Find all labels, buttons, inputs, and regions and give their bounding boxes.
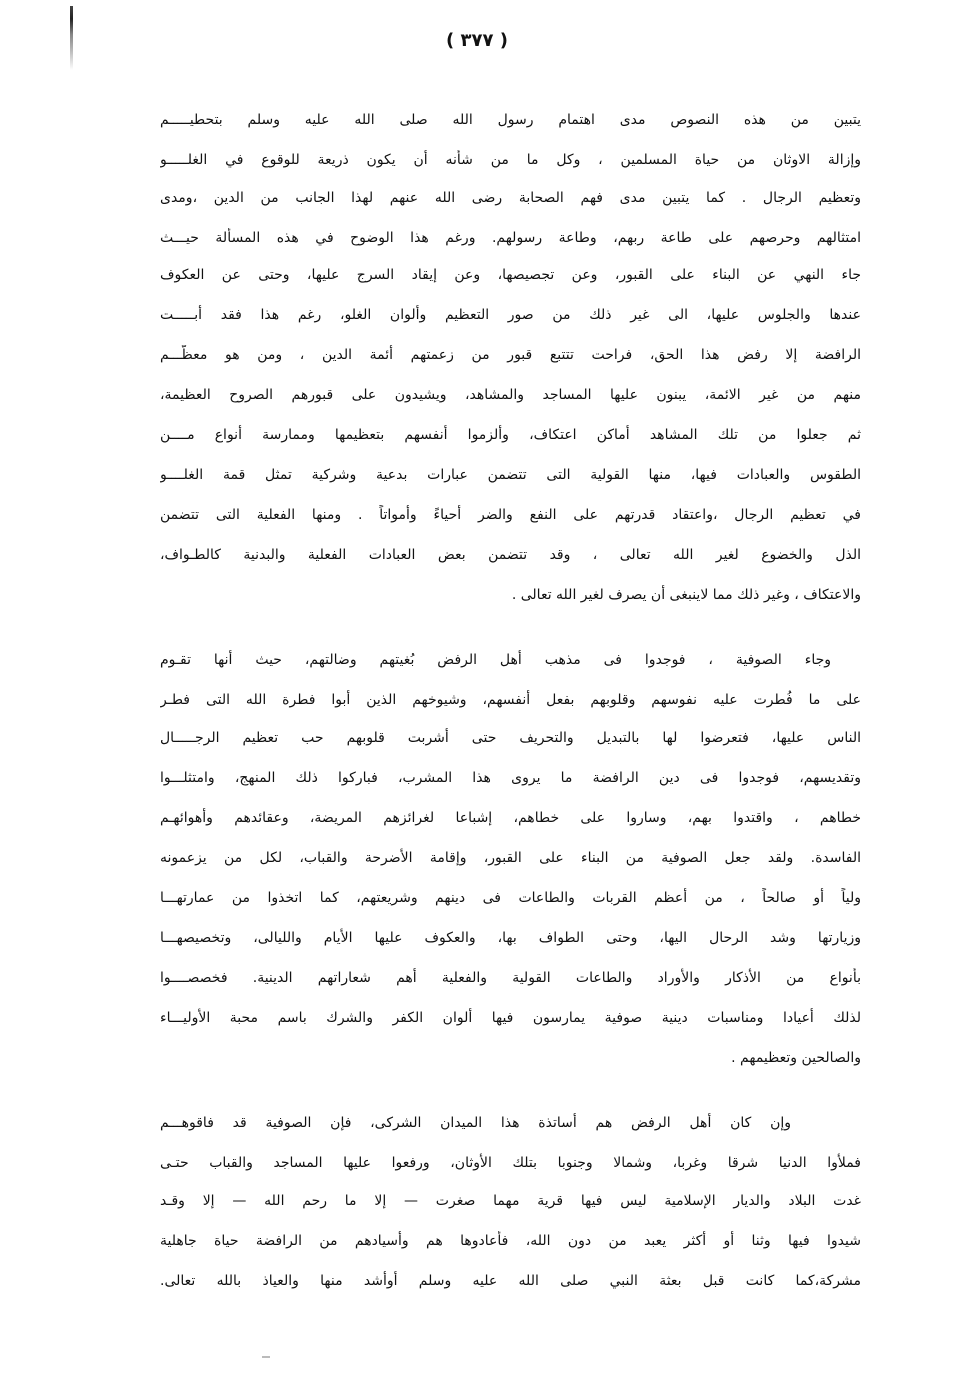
text-line: الرافضة إلا رفض هذا الحق، فراحت تتتبع قبور من زعمتهم أئمة الدين ، ومن هو معظّـــم — [160, 347, 861, 363]
page-number: ( ٣٧٧ ) — [446, 30, 508, 51]
text-line: والاعتكاف ، وغير ذلك مما لاينبغى أن يصرف لغير الله تعالى . — [511, 587, 861, 603]
text-line: بأنواع من الأذكار والأوراد والطاعات القولية والفعلية أهم شعاراتهم الدينية. فخصصــــوا — [160, 970, 861, 986]
text-line: شيدوا فيها وثنا أو أكثر يعبد من دون الله، فأعادوها هم وأسيادهم من الرافضة حياة جاهلية — [160, 1233, 861, 1249]
text-line: وإزالة الاوثان من حياة المسلمين ، وكل ما من شأنه أن يكون ذريعة للوقوع في الغلـــــو — [160, 152, 861, 168]
text-line: لذلك أعيادا ومناسبات دينية صوفية يمارسون فيها ألوان الكفر والشرك باسم محبة الأوليـــاء — [160, 1010, 861, 1026]
text-line: غدت البلاد والديار الإسلامية ليس فيها قرية مهما صغرت — إلا ما رحم الله — إلا وقـد — [160, 1193, 861, 1209]
scan-speck — [262, 1356, 270, 1358]
text-line: فملأوا الدنيا شرقا وغربا، وشمالا وجنوبا بتلك الأوثان، ورفعوا عليها المساجد والقباب حتـى — [160, 1155, 861, 1171]
text-line: وإن كان أهل الرفض هم أساتذة هذا الميدان الشركى، فإن الصوفية قد فاقوهـــم — [160, 1115, 791, 1131]
text-line: الفاسدة. ولقد جعل الصوفية من البناء على القبور، وإقامة الأضرحة والقباب، لكل من يزعمونه — [160, 850, 861, 866]
text-line: منهم من غير الائمة، يبنون عليها المساجد والمشاهد، ويشيدون على قبورهم الصروح العظيمة، — [160, 387, 861, 403]
text-line: وزيارتها وشد الرحال اليها، وحتى الطواف بها، والعكوف عليها الأيام والليالى، وتخصيصهـــا — [160, 930, 861, 946]
text-line: جاء النهي عن البناء على القبور، وعن تجصيصها، وعن إيقاد السرج عليها، وحتى عن العكوف — [160, 267, 861, 283]
text-line: ثم جعلوا من تلك المشاهد أماكن اعتكاف، وألزموا أنفسهم بتعظيمها وممارسة أنواع مــــن — [160, 427, 861, 443]
text-line: الطقوس والعبادات فيها، منها القولية التى تتضمن عبارات بدعية وشركية تمثل قمة الغلــــو — [160, 467, 861, 483]
text-line: ولياً أو صالحاً ، من أعظم القربات والطاعات فى دينهم وشريعتهم، كما اتخذوا من عمارتهـــا — [160, 890, 861, 906]
text-line: وتقديسهم، فوجدوا فى دين الرافضة ما يروى هذا المشرب، فباركوا ذلك المنهج، وامتثلـــوا — [160, 770, 861, 786]
text-line: يتبين من هذه النصوص مدى اهتمام رسول الله صلى الله عليه وسلم بتحطيـــــم — [160, 112, 861, 128]
text-line: خطاهم ، واقتدوا بهم، وساروا على خطاهم، إشباعا لغرائزهم المريضة، وعقائدهم وأهوائهـم — [160, 810, 861, 826]
text-line: عندها والجلوس عليها، الى غير ذلك من صور التعظيم وألوان الغلو، رغم هذا فقد أبـــــت — [160, 307, 861, 323]
text-line: الذل والخضوع لغير الله تعالى ، وقد تتضمن بعض العبادات الفعلية والبدنية كالطـواف، — [160, 547, 861, 563]
text-line: مشركة،كما كانت قبل بعثة النبي صلى الله عليه وسلم أوأشد منها والعياذ بالله تعالى. — [160, 1273, 861, 1289]
text-line: في تعظيم الرجال ،واعتقاد قدرتهم على النفع والضر أحياءً وأمواتاً . ومنها الفعلية التى تتضمن — [160, 507, 861, 523]
text-line: والصالحين وتعظيمهم . — [731, 1050, 861, 1066]
text-line: وتعظيم الرجال . كما يتبين مدى فهم الصحابة رضى الله عنهم لهذا الجانب من الدين ،ومدى — [160, 190, 861, 206]
text-line: على ما فُطرت عليه نفوسهم وقلوبهم بفعل أنفسهم، وشيوخهم الذين أبوا فطرة الله التى فطـر — [160, 692, 861, 708]
text-line: وجاء الصوفية ، فوجدوا فى مذهب أهل الرفض بُغيتهم وضالتهم، حيث أنها تقـوم — [160, 652, 831, 668]
text-line: امتثالهم وحرصهم على طاعة ربهم، وطاعة رسولهم. ورغم هذا الوضوح في هذه المسألة حيـــث — [160, 230, 861, 246]
text-line: الناس عليها، فتعرضوا لها بالتبديل والتحريف حتى أشربت قلوبهم حب تعظيم الرجـــــال — [160, 730, 861, 746]
